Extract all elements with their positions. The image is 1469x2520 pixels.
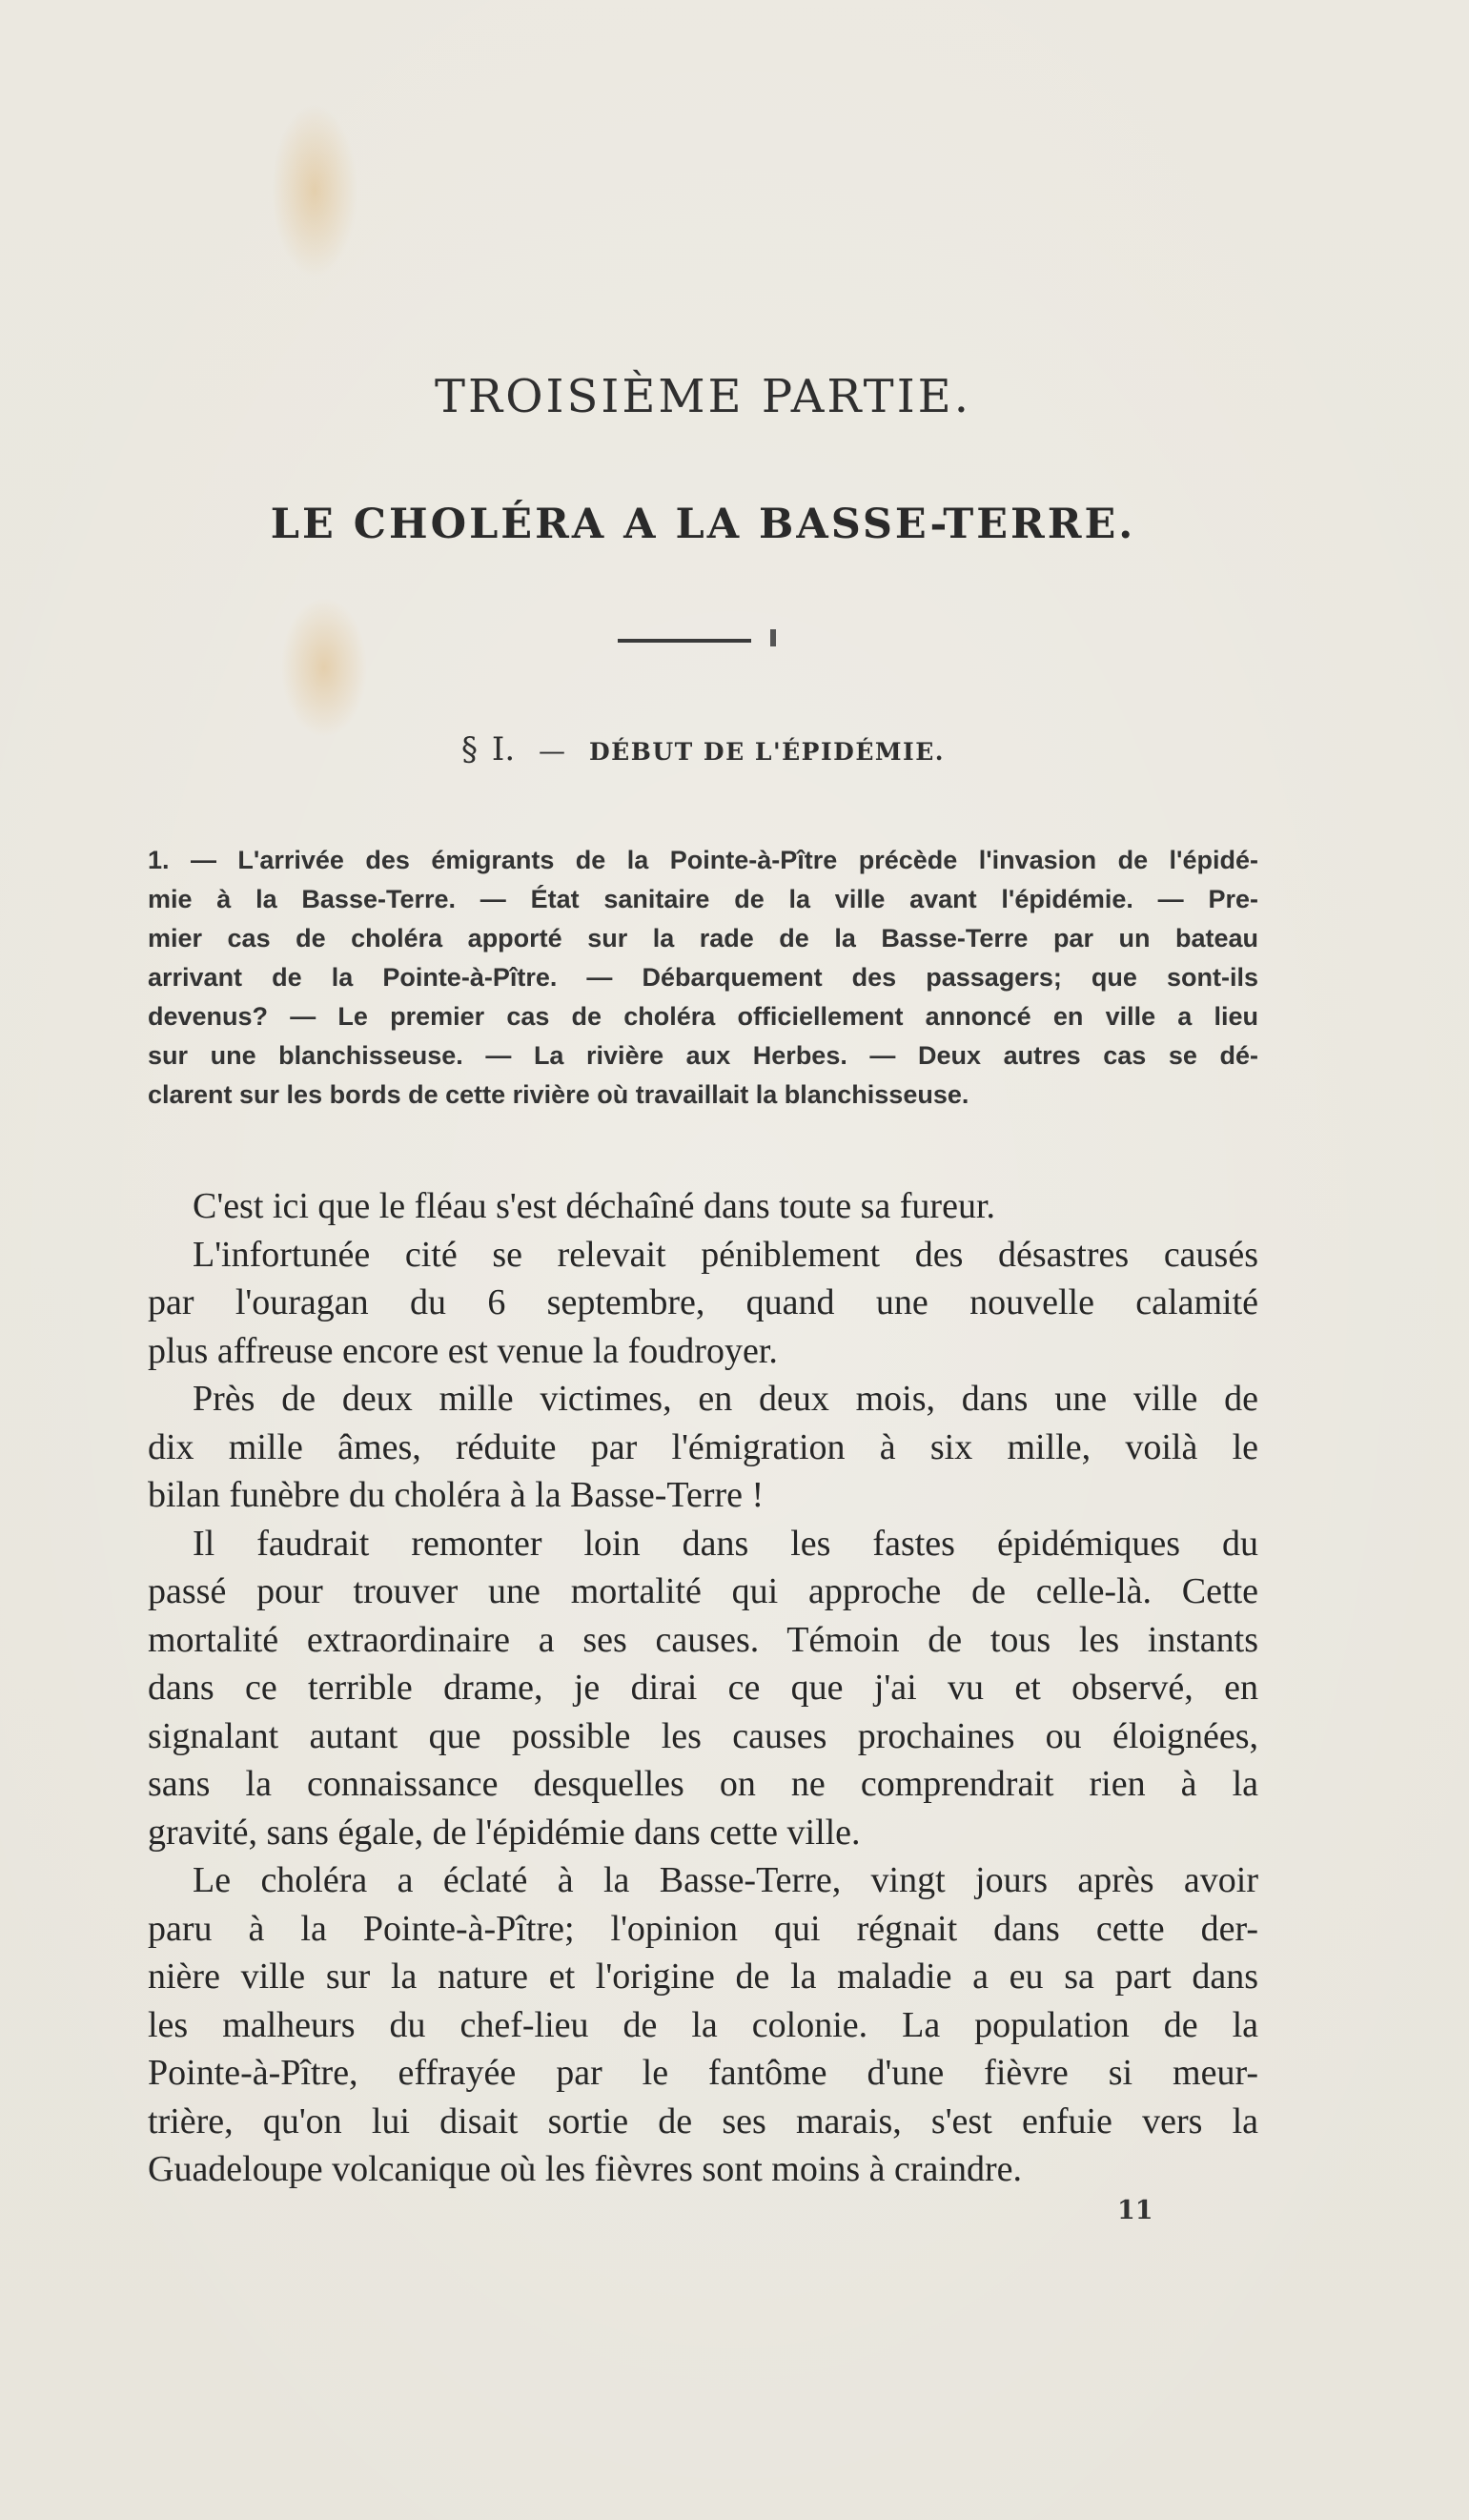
text-line: dans ce terrible drame, je dirai ce que j'ai vu et observé, en xyxy=(148,1668,1258,1708)
section-symbol: § xyxy=(460,730,478,768)
text-line: nière ville sur la nature et l'origine de la maladie a eu sa part dans xyxy=(148,1957,1258,1997)
text-line: par l'ouragan du 6 septembre, quand une nouvelle calamité xyxy=(148,1282,1258,1322)
text-line: mortalité extraordinaire a ses causes. Témoin de tous les instants xyxy=(148,1619,1258,1660)
text-line: dix mille âmes, réduite par l'émigration à six mille, voilà le xyxy=(148,1426,1258,1467)
chapter-title: LE CHOLÉRA A LA BASSE-TERRE. xyxy=(270,501,1136,548)
paragraph xyxy=(148,1182,1258,1231)
summary-line: clarent sur les bords de cette rivière où travaillait la blanchisseuse. xyxy=(148,1080,969,1109)
text-line: passé pour trouver une mortalité qui approche de celle-là. Cette xyxy=(148,1571,1258,1611)
section-heading xyxy=(148,730,1258,768)
text-line: gravité, sans égale, de l'épidémie dans cette ville. xyxy=(148,1812,861,1853)
body-text xyxy=(148,1182,1258,2194)
summary-line: devenus? — Le premier cas de choléra officiellement annoncé en ville a lieu xyxy=(148,1002,1258,1031)
paragraph xyxy=(148,1375,1258,1520)
summary-line: sur une blanchisseuse. — La rivière aux Herbes. — Deux autres cas se dé- xyxy=(148,1041,1258,1070)
text-line: sans la connaissance desquelles on ne comprendrait rien à la xyxy=(148,1764,1258,1804)
text-line: L'infortunée cité se relevait péniblement des désastres causés xyxy=(193,1234,1258,1275)
summary-line: arrivant de la Pointe-à-Pître. — Débarquement des passagers; que sont-ils xyxy=(148,963,1258,992)
summary-line: mier cas de choléra apporté sur la rade de la Basse-Terre par un bateau xyxy=(148,924,1258,953)
title-rule xyxy=(618,639,751,643)
section-label: DÉBUT DE L'ÉPIDÉMIE. xyxy=(588,738,946,766)
part-title: TROISIÈME PARTIE. xyxy=(435,370,971,423)
section-number: I. xyxy=(491,730,516,768)
text-line: Il faudrait remonter loin dans les fastes épidémiques du xyxy=(193,1523,1258,1564)
text-line: Pointe-à-Pître, effrayée par le fantôme d'une fièvre si meur- xyxy=(148,2053,1258,2093)
text-line: les malheurs du chef-lieu de la colonie. La population de la xyxy=(148,2004,1258,2045)
summary-line: mie à la Basse-Terre. — État sanitaire de la ville avant l'épidémie. — Pre- xyxy=(148,885,1258,913)
paragraph xyxy=(148,1520,1258,1857)
text-line: bilan funèbre du choléra à la Basse-Terre ! xyxy=(148,1475,765,1515)
text-line: C'est ici que le fléau s'est déchaîné dans toute sa fureur. xyxy=(193,1186,996,1226)
rule-ornament xyxy=(770,629,776,646)
summary-line: 1. — L'arrivée des émigrants de la Pointe-à-Pître précède l'invasion de l'épidé- xyxy=(148,846,1258,874)
section-dash: — xyxy=(539,735,566,767)
text-line: paru à la Pointe-à-Pître; l'opinion qui régnait dans cette der- xyxy=(148,1908,1258,1949)
text-line: trière, qu'on lui disait sortie de ses marais, s'est enfuie vers la xyxy=(148,2100,1258,2141)
text-line: Le choléra a éclaté à la Basse-Terre, vingt jours après avoir xyxy=(193,1860,1258,1900)
section-summary xyxy=(148,841,1258,1115)
text-line: signalant autant que possible les causes prochaines ou éloignées, xyxy=(148,1715,1258,1756)
signature-mark: 11 xyxy=(1117,2196,1153,2225)
text-line: Près de deux mille victimes, en deux mois, dans une ville de xyxy=(193,1379,1258,1419)
paragraph xyxy=(148,1856,1258,2194)
text-line: Guadeloupe volcanique où les fièvres sont moins à craindre. xyxy=(148,2149,1022,2189)
paragraph xyxy=(148,1231,1258,1376)
text-line: plus affreuse encore est venue la foudroyer. xyxy=(148,1330,778,1371)
